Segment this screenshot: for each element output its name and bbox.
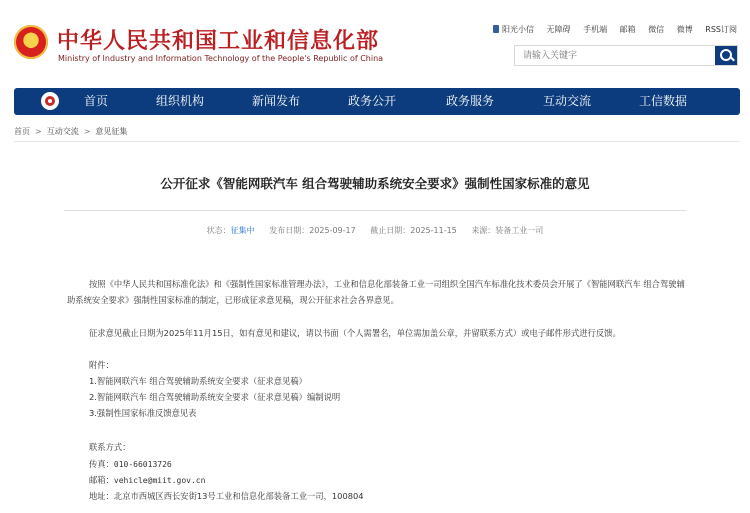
fax-number: 010-66013726: [113, 460, 172, 469]
contact-email: [89, 474, 205, 486]
address-label: 地址：: [89, 491, 114, 501]
site-subtitle: Ministry of Industry and Information Technology of the People's Republic of China: [58, 54, 384, 63]
article-title: 公开征求《智能网联汽车 组合驾驶辅助系统安全要求》强制性国家标准的意见: [160, 176, 590, 191]
article-meta: [0, 225, 750, 236]
email-label: 邮箱：: [89, 475, 114, 485]
national-emblem-icon: [14, 25, 48, 59]
sunshine-icon: [493, 25, 499, 33]
publish-date: 发布日期：2025-09-17: [269, 226, 356, 235]
nav-item-home[interactable]: 首页: [84, 94, 109, 108]
status-label: 状态：: [206, 226, 231, 235]
contact-fax: [89, 458, 172, 470]
top-link-accessibility[interactable]: 无障碍: [546, 25, 571, 34]
nav-logo-icon[interactable]: [41, 92, 59, 110]
breadcrumb-divider: [14, 141, 740, 142]
top-link-wechat[interactable]: 微信: [648, 25, 665, 34]
breadcrumb-home[interactable]: 首页: [14, 127, 30, 136]
attachment-link[interactable]: 3.强制性国家标准反馈意见表: [89, 408, 197, 418]
article-paragraph: 按照《中华人民共和国标准化法》和《强制性国家标准管理办法》，工业和信息化部装备工业一司组织全国汽车标准化技术委员会开展了《智能网联汽车 组合驾驶辅助系统安全要求》强制性国家标准的制定，已形成征求意见稿，现公开征求社会各界意见。: [67, 279, 685, 305]
attachment-link[interactable]: 1.智能网联汽车 组合驾驶辅助系统安全要求（征求意见稿）: [89, 376, 307, 386]
status-badge: 征集中: [230, 226, 255, 235]
site-header: [0, 0, 750, 80]
search-box: [514, 45, 738, 66]
address-value: 北京市西城区西长安街13号工业和信息化部装备工业一司，100804: [113, 491, 364, 501]
nav-item-public-affairs[interactable]: 政务公开: [348, 94, 397, 108]
breadcrumb: [14, 126, 127, 137]
search-input[interactable]: [515, 46, 731, 65]
attachments-heading: 附件：: [89, 360, 114, 370]
breadcrumb-current[interactable]: 意见征集: [95, 127, 128, 136]
article-source: 来源：装备工业一司: [471, 226, 544, 235]
breadcrumb-separator: >: [35, 127, 42, 136]
breadcrumb-separator: >: [83, 127, 91, 136]
top-link-rss[interactable]: RSS订阅: [705, 25, 737, 34]
article-paragraph: 征求意见截止日期为2025年11月15日，如有意见和建议，请以书面（个人需署名，单位需加盖公章，并留联系方式）或电子邮件形式进行反馈。: [89, 328, 621, 338]
fax-label: 传真：: [89, 459, 114, 469]
top-link-weibo[interactable]: 微博: [676, 25, 693, 34]
main-nav: [14, 88, 740, 115]
top-link-mobile[interactable]: 手机端: [583, 25, 608, 34]
email-address[interactable]: vehicle@miit.gov.cn: [113, 476, 206, 485]
top-links: [483, 24, 737, 35]
nav-item-services[interactable]: 政务服务: [446, 94, 495, 108]
search-icon: [720, 49, 732, 61]
breadcrumb-interaction[interactable]: 互动交流: [46, 127, 79, 136]
title-divider: [64, 210, 686, 211]
nav-item-news[interactable]: 新闻发布: [252, 94, 301, 108]
contact-heading: 联系方式：: [89, 442, 131, 452]
nav-item-data[interactable]: 工信数据: [639, 94, 688, 108]
contact-address: [89, 490, 364, 502]
nav-item-organization[interactable]: 组织机构: [156, 94, 205, 108]
attachment-link[interactable]: 2.智能网联汽车 组合驾驶辅助系统安全要求（征求意见稿）编制说明: [89, 392, 341, 402]
nav-item-interaction[interactable]: 互动交流: [543, 94, 592, 108]
top-link-mailbox[interactable]: 邮箱: [619, 25, 636, 34]
site-title[interactable]: 中华人民共和国工业和信息化部: [57, 29, 380, 54]
deadline-date: 截止日期：2025-11-15: [370, 226, 457, 235]
top-link-sunshine[interactable]: 阳光小信: [493, 25, 534, 34]
search-button[interactable]: [715, 46, 737, 65]
